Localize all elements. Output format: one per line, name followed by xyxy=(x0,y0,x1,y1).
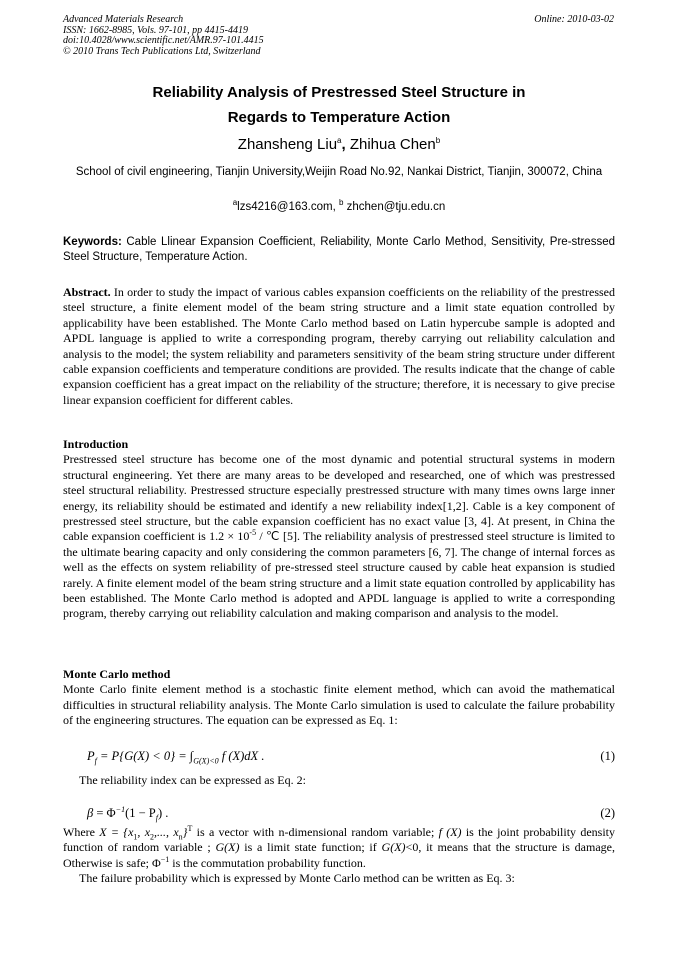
eq-subscript: f xyxy=(155,813,158,823)
where-text: is the joint probability density function of random variable ; xyxy=(63,825,615,855)
affiliation: School of civil engineering, Tianjin University,Weijin Road No.92, Nankai District, Tianjin, 300072, China xyxy=(75,166,603,178)
math-inline: f (X) xyxy=(438,825,462,839)
eq-symbol: = P{G(X) < 0} = ∫ xyxy=(96,749,194,763)
title-line-1: Reliability Analysis of Prestressed Steel Structure in xyxy=(152,84,526,101)
where-text: <0, it means that the structure is damage, Otherwise is safe; Φ xyxy=(63,840,615,870)
where-text: is the commutation probability function. xyxy=(169,855,366,870)
math-inline: X = {x xyxy=(99,825,134,839)
author-list xyxy=(63,136,615,153)
introduction-paragraph xyxy=(63,452,615,621)
where-paragraph xyxy=(63,825,615,871)
introduction-section xyxy=(63,437,615,622)
math-inline: G(X) xyxy=(215,840,240,855)
keywords-label: Keywords: xyxy=(63,236,122,248)
email-link[interactable]: lzs4216@163.com, xyxy=(237,201,339,213)
email-mark: b xyxy=(338,198,344,208)
copyright-line: © 2010 Trans Tech Publications Ltd, Switzerland xyxy=(63,45,261,57)
email-mark: a xyxy=(232,198,238,208)
equation-number: (1) xyxy=(600,749,615,763)
keywords xyxy=(63,235,615,264)
where-text: is a vector with n-dimensional random variable; xyxy=(192,825,439,839)
math-inline: } xyxy=(182,825,188,839)
math-superscript: −1 xyxy=(160,854,170,864)
math-superscript: T xyxy=(187,824,193,833)
eq-symbol: = Φ xyxy=(93,806,116,820)
section-heading: Introduction xyxy=(63,437,129,451)
abstract-text: In order to study the impact of various cables expansion coefficients on the reliability of the prestressed steel structure, a finite element model of the beam string structure and a limit state equation controlled by applicability have been established. The Monte Carlo method based on Latin hypercube sample is adopted and APDL language is applied to write a corresponding program, thereby carrying out reliability calculation and analysis to the model; the system reliability and parameters sensitivity of the beam string structure under different cable expansion coefficients and temperature conditions are provided. The results indicate that the change of cable expansion coefficient has a great impact on the reliability of the structure; therefore, it is necessary to give precise linear expansion coefficient for different cables. xyxy=(63,285,615,407)
reliability-index-text: The reliability index can be expressed as Eq. 2: xyxy=(79,773,306,787)
issn-line: ISSN: 1662-8985, Vols. 97-101, pp 4415-4419 xyxy=(63,24,248,36)
eq-symbol: f (X)dX . xyxy=(218,749,265,763)
eq-superscript: −1 xyxy=(115,804,126,814)
abstract xyxy=(63,285,615,408)
failure-probability-text: The failure probability which is expressed by Monte Carlo method can be written as Eq. 3: xyxy=(79,871,515,886)
equation-number: (2) xyxy=(600,806,615,820)
journal-header xyxy=(63,15,264,57)
section-heading: Monte Carlo method xyxy=(63,667,171,681)
equation-body xyxy=(87,806,168,821)
equation-body xyxy=(87,749,264,764)
intro-text: Prestressed steel structure has become one of the most dynamic and potential structural systems in modern structural engineering. Yet there are many areas to be developed and researched, one of which was prestressed steel structural reliability. Prestressed structure especially prestressed structure with many times owns large inner energy, its reliability should be estimated and identify a new reliability index[1,2]. Cable is a key component of prestressed steel structure, but the cable expansion coefficient has no exact value [3, 4]. At present, in China the cable expansion coefficient is 1.2 × 10 xyxy=(63,452,615,544)
eq-symbol: P xyxy=(87,749,95,763)
math-inline: G(X) xyxy=(381,840,406,855)
intro-text: / ℃ [5]. The reliability analysis of prestressed steel structure is limited to the ultimate bearing capacity and only considering the common parameters [6, 7]. The change of internal forces as well as the effects on system reliability of pre-stressed steel structure caused by cable heat expansion is studied rarely. A finite element model of the beam string structure and a limit state equation controlled by applicability has been established. The Monte Carlo method is adopted and APDL language is applied to write a corresponding program, thereby carrying out reliability calculation and making comparison and analysis to the model. xyxy=(63,529,615,621)
monte-carlo-paragraph: Monte Carlo finite element method is a stochastic finite element method, which can avoid the mathematical difficulties in structural reliability analysis. The Monte Carlo simulation is used to calculate the failure probability of the engineering structures. The equation can be expressed as Eq. 1: xyxy=(63,682,615,728)
online-date: Online: 2010-03-02 xyxy=(534,14,614,25)
math-subscript: 2 xyxy=(150,832,155,842)
paper-title xyxy=(63,80,615,130)
author-separator: , xyxy=(341,136,350,153)
variables-definition xyxy=(63,825,615,887)
math-inline: , x xyxy=(137,825,151,839)
abstract-label: Abstract. xyxy=(63,285,111,299)
journal-name: Advanced Materials Research xyxy=(63,14,184,25)
author-affil-mark: a xyxy=(337,136,342,145)
eq-symbol: ) . xyxy=(157,806,169,820)
monte-carlo-section xyxy=(63,667,615,729)
keywords-text: Cable Llinear Expansion Coefficient, Reliability, Monte Carlo Method, Sensitivity, Pre-stressed Steel Structure, Temperature Action. xyxy=(63,236,615,263)
author-name: Zhansheng Liu xyxy=(237,136,338,153)
math-subscript: 1 xyxy=(133,832,138,842)
author-name: Zhihua Chen xyxy=(349,136,436,153)
author-affil-mark: b xyxy=(435,136,441,145)
where-text: is a limit state function; if xyxy=(239,840,382,855)
eq-symbol: β xyxy=(87,806,94,820)
math-inline: ,..., x xyxy=(154,825,179,839)
title-line-2: Regards to Temperature Action xyxy=(227,109,451,126)
exponent: -5 xyxy=(249,528,257,538)
eq-subscript: f xyxy=(94,756,97,766)
eq-symbol: (1 − P xyxy=(125,806,156,820)
math-subscript: n xyxy=(178,832,183,842)
author-emails xyxy=(63,198,615,213)
eq-subscript: G(X)<0 xyxy=(193,756,219,766)
doi-line[interactable]: doi:10.4028/www.scientific.net/AMR.97-101.4415 xyxy=(63,35,264,46)
where-text: Where xyxy=(63,825,100,839)
email-link[interactable]: zhchen@tju.edu.cn xyxy=(343,201,446,213)
